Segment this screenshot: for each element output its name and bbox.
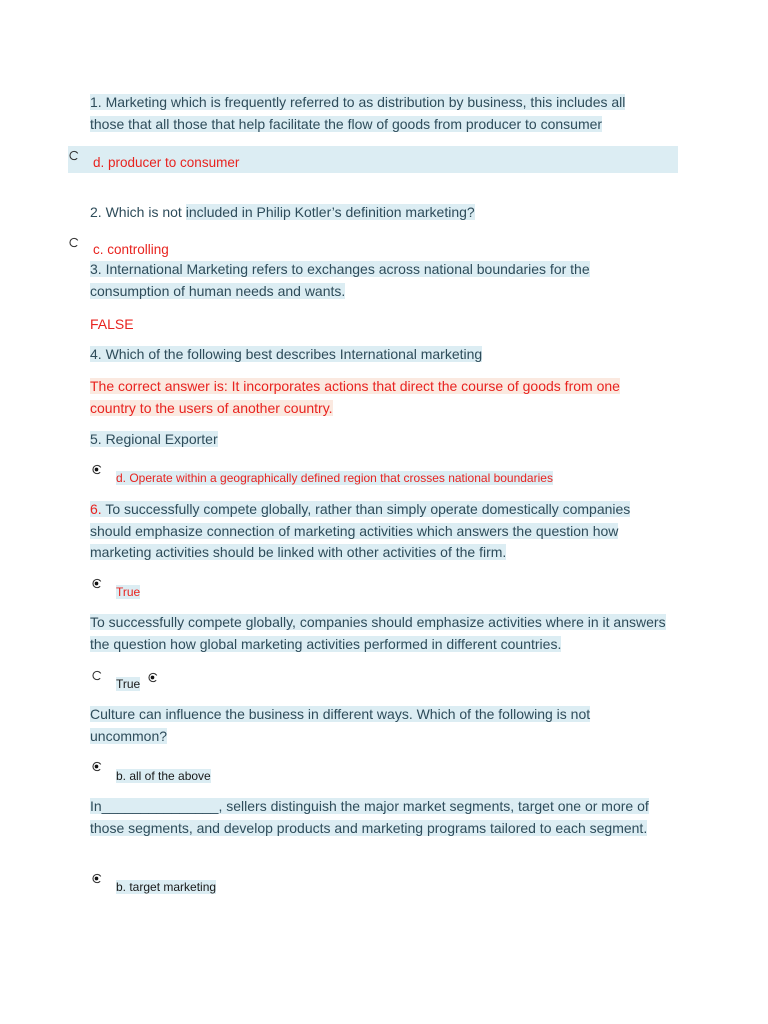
question-1 [90, 92, 625, 135]
question-4-text: 4. Which of the following best describes International marketing [90, 346, 483, 362]
answer-4-line-2: country to the users of another country. [90, 399, 333, 416]
question-6-number: 6. [90, 501, 102, 517]
question-9-line-1: In_______________, sellers distinguish the major market segments, target one or more of [90, 798, 649, 814]
answer-9: b. target marketing [116, 880, 217, 894]
radio-empty-icon[interactable] [68, 237, 79, 248]
answer-1: d. producer to consumer [93, 155, 240, 170]
question-6-line-3: marketing activities should be linked with other activities of the firm. [90, 544, 507, 560]
question-7-line-1: To successfully compete globally, companies should emphasize activities where in it answers [90, 614, 666, 630]
question-6-line-2: should emphasize connection of marketing activities which answers the question how [90, 522, 619, 539]
answer-8: b. all of the above [116, 769, 211, 783]
radio-selected-icon[interactable] [147, 672, 158, 683]
radio-empty-icon[interactable] [68, 150, 79, 161]
question-5-text: 5. Regional Exporter [90, 431, 218, 447]
question-6-line-1: To successfully compete globally, rather than simply operate domestically companies [101, 501, 631, 517]
question-3 [90, 259, 590, 302]
radio-selected-icon[interactable] [91, 464, 102, 475]
question-9-line-2: those segments, and develop products and marketing programs tailored to each segment. [90, 819, 648, 836]
radio-selected-icon[interactable] [91, 578, 102, 589]
question-7-line-2: the question how global marketing activities performed in different countries. [90, 635, 562, 652]
answer-4 [90, 376, 620, 419]
question-2-rest: included in Philip Kotler’s definition marketing? [185, 204, 475, 220]
question-7 [90, 612, 666, 655]
question-3-line-1: 3. International Marketing refers to exchanges across national boundaries for the [90, 261, 590, 277]
answer-4-line-1: The correct answer is: It incorporates actions that direct the course of goods from one [90, 378, 620, 394]
question-4 [90, 344, 482, 366]
question-2 [90, 202, 475, 224]
answer-6: True [116, 585, 141, 599]
question-9 [90, 796, 649, 839]
answer-5: d. Operate within a geographically defined region that crosses national boundaries [116, 471, 553, 485]
question-8 [90, 704, 590, 747]
question-1-line-2: those that all those that help facilitate the flow of goods from producer to consumer [90, 115, 603, 132]
question-3-line-2: consumption of human needs and wants. [90, 282, 346, 299]
radio-selected-icon[interactable] [91, 873, 102, 884]
question-6 [90, 499, 630, 564]
question-5 [90, 429, 218, 451]
answer-2: c. controlling [93, 242, 169, 257]
question-8-line-1: Culture can influence the business in different ways. Which of the following is not [90, 706, 591, 722]
question-8-line-2: uncommon? [90, 727, 168, 744]
question-2-prefix: 2. Which is not [90, 204, 186, 220]
answer-7: True [116, 677, 141, 691]
answer-3: FALSE [90, 316, 134, 332]
radio-selected-icon[interactable] [91, 761, 102, 772]
radio-empty-icon[interactable] [91, 670, 102, 681]
question-1-line-1: 1. Marketing which is frequently referred to as distribution by business, this includes all [90, 94, 626, 110]
